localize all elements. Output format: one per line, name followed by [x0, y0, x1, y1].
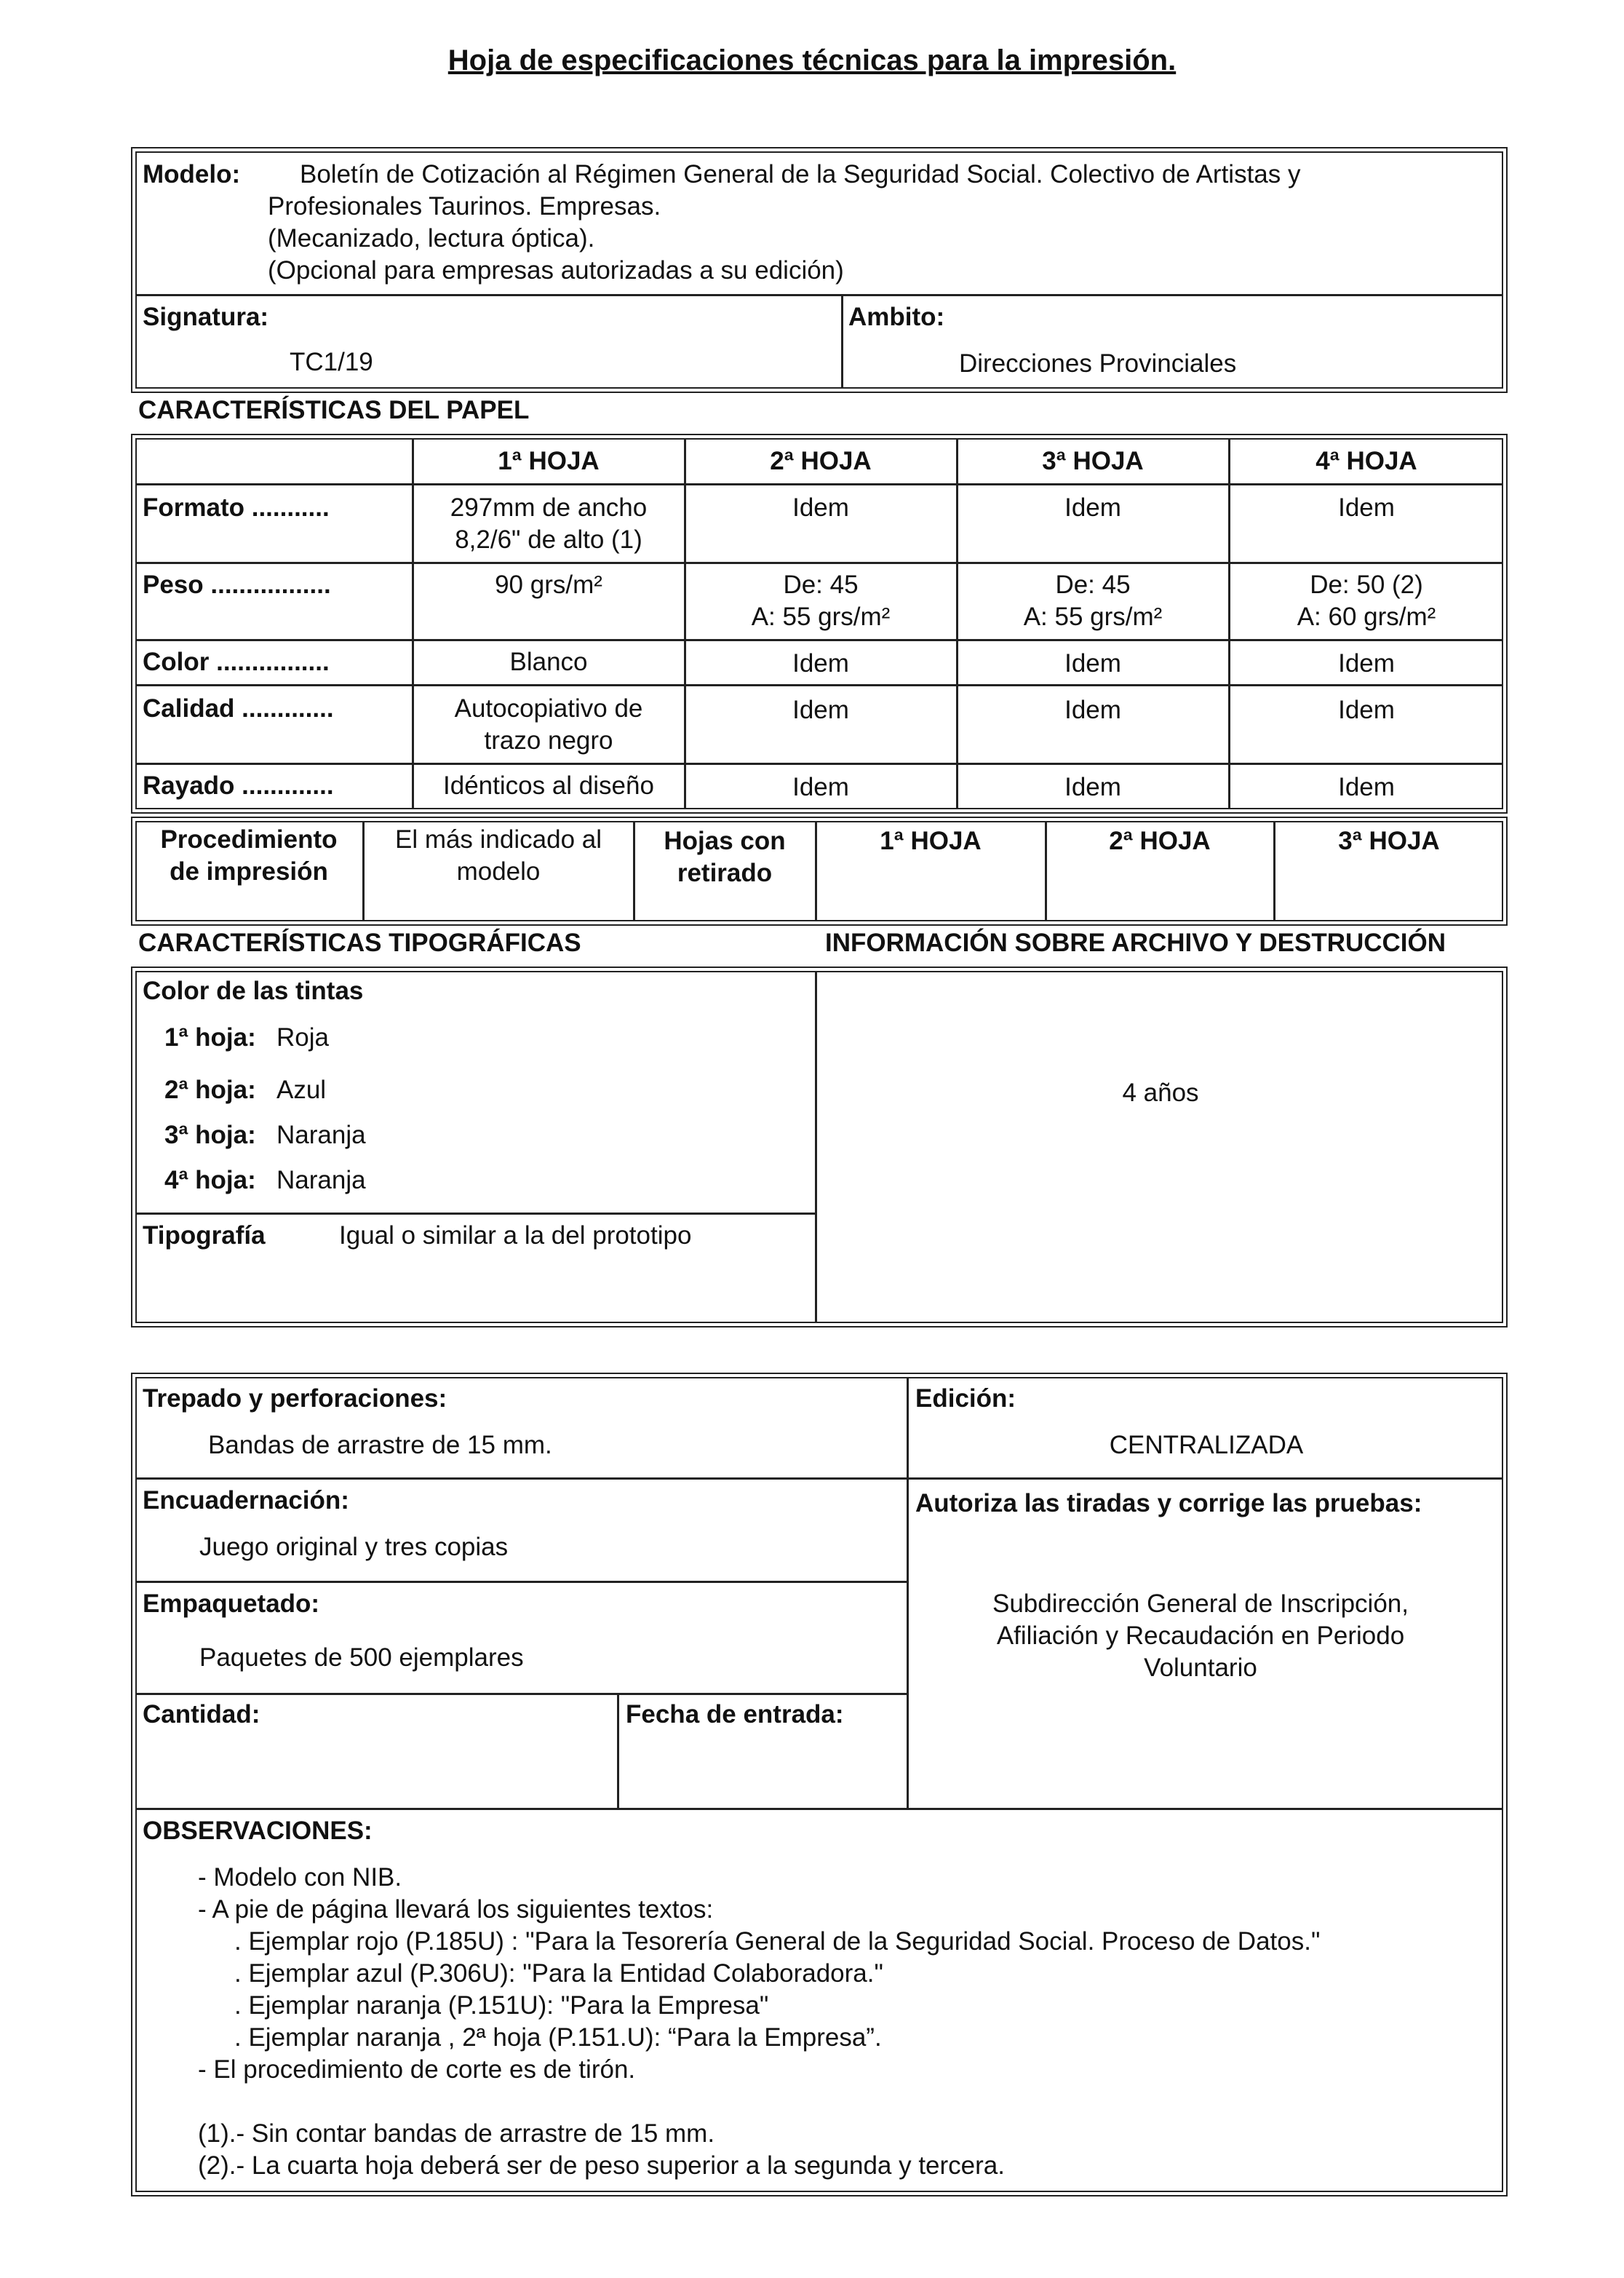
color-hoja-3: Idem	[1064, 649, 1121, 678]
procedimiento-value: El más indicado al modelo	[394, 825, 602, 886]
color-hoja-1: Blanco	[509, 648, 588, 676]
rayado-hoja-1: Idénticos al diseño	[443, 771, 654, 800]
formato-hoja-3: Idem	[1064, 493, 1121, 522]
modelo-line-4: (Opcional para empresas autorizadas a su edición)	[268, 256, 844, 285]
empaquetado-label: Empaquetado:	[143, 1590, 320, 1618]
procedimiento-label: Procedimiento de impresión	[160, 825, 338, 886]
calidad-hoja-4: Idem	[1338, 696, 1395, 724]
trepado-label: Trepado y perforaciones:	[143, 1384, 447, 1413]
tipografia-label: Tipografía	[143, 1221, 266, 1250]
color-hoja-2: Idem	[792, 649, 849, 678]
color-tintas-title: Color de las tintas	[143, 977, 364, 1005]
observaciones-line-4: . Ejemplar azul (P.306U): "Para la Entidad Colaboradora."	[234, 1959, 883, 1988]
calidad-hoja-2: Idem	[792, 696, 849, 724]
formato-hoja-4: Idem	[1338, 493, 1395, 522]
rayado-hoja-2: Idem	[792, 773, 849, 801]
ink-label-1: 1ª hoja:	[164, 1023, 256, 1052]
observaciones-note-2: (2).- La cuarta hoja deberá ser de peso superior a la segunda y tercera.	[198, 2151, 1005, 2180]
observaciones-line-2: - A pie de página llevará los siguientes textos:	[198, 1895, 714, 1924]
calidad-hoja-1: Autocopiativo de trazo negro	[454, 694, 643, 755]
papel-header-3: 3ª HOJA	[1042, 447, 1144, 475]
row-label-calidad: Calidad .............	[143, 694, 334, 723]
edicion-label: Edición:	[915, 1384, 1016, 1413]
calidad-hoja-3: Idem	[1064, 696, 1121, 724]
retirado-hoja-3: 3ª HOJA	[1338, 827, 1440, 855]
rayado-hoja-4: Idem	[1338, 773, 1395, 801]
encuadernacion-label: Encuadernación:	[143, 1486, 349, 1515]
observaciones-line-3: . Ejemplar rojo (P.185U) : "Para la Tesorería General de la Seguridad Social. Proceso de Datos."	[234, 1927, 1321, 1956]
modelo-label: Modelo:	[143, 160, 241, 188]
signatura-value: TC1/19	[290, 348, 373, 376]
modelo-line-3: (Mecanizado, lectura óptica).	[268, 224, 595, 253]
peso-hoja-4: De: 50 (2) A: 60 grs/m²	[1297, 571, 1436, 631]
ink-value-2: Azul	[276, 1076, 327, 1104]
empaquetado-value: Paquetes de 500 ejemplares	[199, 1643, 524, 1672]
color-hoja-4: Idem	[1338, 649, 1395, 678]
tipograficas-section-title: CARACTERÍSTICAS TIPOGRÁFICAS	[138, 929, 581, 957]
ink-label-3: 3ª hoja:	[164, 1121, 256, 1149]
modelo-line-2: Profesionales Taurinos. Empresas.	[268, 192, 661, 221]
observaciones-line-5: . Ejemplar naranja (P.151U): "Para la Empresa"	[234, 1991, 769, 2020]
row-label-rayado: Rayado .............	[143, 771, 334, 800]
ink-label-4: 4ª hoja:	[164, 1166, 256, 1194]
observaciones-line-7: - El procedimiento de corte es de tirón.	[198, 2055, 636, 2084]
papel-section-title: CARACTERÍSTICAS DEL PAPEL	[138, 396, 530, 424]
retirado-hoja-2: 2ª HOJA	[1109, 827, 1211, 855]
observaciones-label: OBSERVACIONES:	[143, 1817, 373, 1845]
autoriza-lines: Subdirección General de Inscripción, Afiliación y Recaudación en Periodo Voluntario	[992, 1590, 1409, 1682]
ink-value-1: Roja	[276, 1023, 329, 1052]
papel-header-1: 1ª HOJA	[498, 447, 600, 475]
peso-hoja-3: De: 45 A: 55 grs/m²	[1023, 571, 1163, 631]
formato-hoja-1: 297mm de ancho 8,2/6" de alto (1)	[450, 493, 648, 554]
trepado-value: Bandas de arrastre de 15 mm.	[208, 1431, 552, 1459]
papel-header-4: 4ª HOJA	[1315, 447, 1417, 475]
fecha-entrada-label: Fecha de entrada:	[626, 1700, 844, 1729]
observaciones-line-1: - Modelo con NIB.	[198, 1863, 402, 1892]
modelo-line-1: Boletín de Cotización al Régimen General de la Seguridad Social. Colectivo de Artistas y	[300, 160, 1301, 188]
row-label-formato: Formato ...........	[143, 493, 330, 522]
signatura-label: Signatura:	[143, 303, 269, 331]
ink-label-2: 2ª hoja:	[164, 1076, 256, 1104]
ambito-value: Direcciones Provinciales	[959, 349, 1237, 378]
rayado-hoja-3: Idem	[1064, 773, 1121, 801]
formato-hoja-2: Idem	[792, 493, 849, 522]
ambito-label: Ambito:	[848, 303, 945, 331]
page-title: Hoja de especificaciones técnicas para la impresión.	[447, 44, 1177, 76]
ink-value-4: Naranja	[276, 1166, 366, 1194]
cantidad-label: Cantidad:	[143, 1700, 260, 1729]
papel-header-2: 2ª HOJA	[770, 447, 872, 475]
archivo-value: 4 años	[1122, 1079, 1199, 1107]
ink-value-3: Naranja	[276, 1121, 366, 1149]
row-label-color: Color ................	[143, 648, 330, 676]
peso-hoja-1: 90 grs/m²	[495, 571, 602, 599]
archivo-section-title: INFORMACIÓN SOBRE ARCHIVO Y DESTRUCCIÓN	[825, 929, 1446, 957]
observaciones-line-6: . Ejemplar naranja , 2ª hoja (P.151.U): “Para la Empresa”.	[234, 2023, 882, 2052]
hojas-con-retirado-label: Hojas con retirado	[664, 827, 786, 887]
autoriza-label: Autoriza las tiradas y corrige las pruebas:	[915, 1489, 1422, 1517]
tipografia-value: Igual o similar a la del prototipo	[339, 1221, 692, 1250]
encuadernacion-value: Juego original y tres copias	[199, 1533, 509, 1561]
observaciones-note-1: (1).- Sin contar bandas de arrastre de 15 mm.	[198, 2119, 715, 2148]
edicion-value: CENTRALIZADA	[1109, 1431, 1304, 1459]
retirado-hoja-1: 1ª HOJA	[880, 827, 982, 855]
row-label-peso: Peso .................	[143, 571, 331, 599]
peso-hoja-2: De: 45 A: 55 grs/m²	[751, 571, 891, 631]
